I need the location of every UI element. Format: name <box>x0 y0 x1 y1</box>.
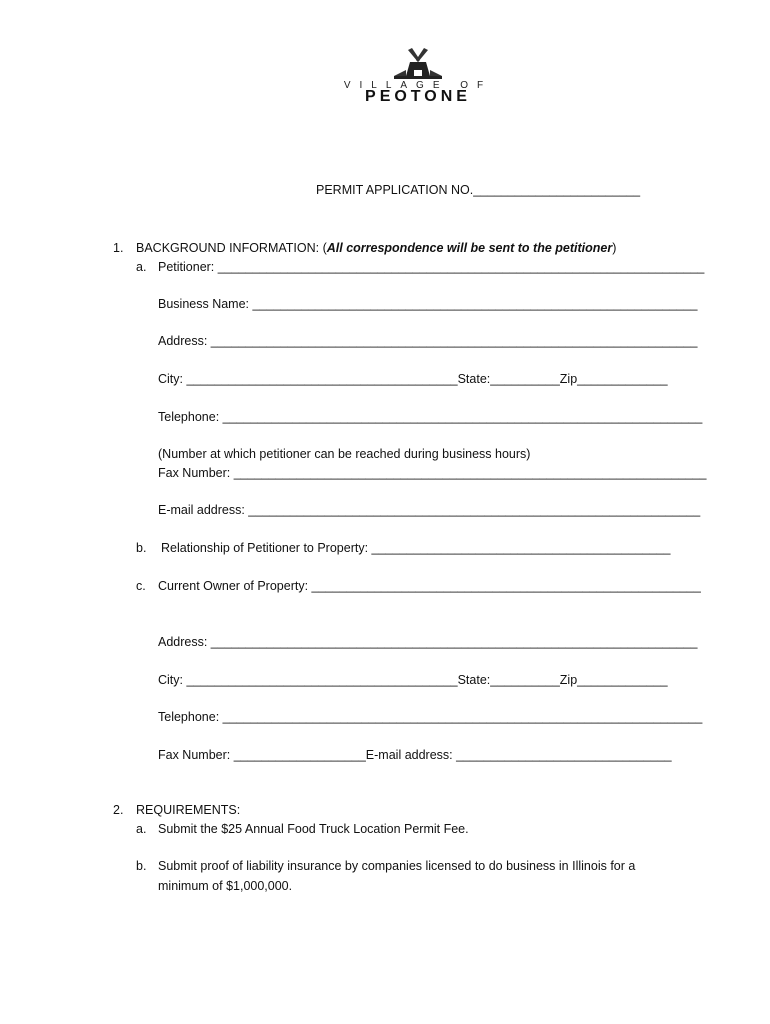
fax-field[interactable]: Fax Number: ____________________________________________________________________ <box>158 466 707 480</box>
owner-address-field[interactable]: Address: ______________________________________________________________________ <box>158 635 698 649</box>
telephone-field[interactable]: Telephone: _____________________________________________________________________ <box>158 410 703 424</box>
logo-main-text: PEOTONE <box>365 88 471 105</box>
logo-top-text: VILLAGE OF <box>343 80 493 91</box>
section-heading-italic: All correspondence will be sent to the petitioner <box>326 241 613 255</box>
email-field[interactable]: E-mail address: _________________________________________________________________ <box>158 503 701 517</box>
telephone-note: (Number at which petitioner can be reached during business hours) <box>158 447 531 461</box>
requirement-insurance-line1: Submit proof of liability insurance by companies licensed to do business in Illinois for a <box>158 859 636 873</box>
section-number: 1. <box>113 241 124 255</box>
item-marker: b. <box>136 859 147 873</box>
item-marker: a. <box>136 822 147 836</box>
section-heading <box>136 241 616 255</box>
page-title: PERMIT APPLICATION NO.________________________ <box>316 183 641 197</box>
relationship-field[interactable]: Relationship of Petitioner to Property: ___________________________________________ <box>161 541 671 555</box>
village-logo <box>342 48 494 104</box>
requirements-heading: REQUIREMENTS: <box>136 803 241 817</box>
section-heading-text: BACKGROUND INFORMATION: ( <box>136 241 327 255</box>
section-heading-close: ) <box>612 241 617 255</box>
owner-city-state-zip-field[interactable]: City: _______________________________________State:__________Zip_____________ <box>158 673 668 687</box>
windmill-icon <box>342 48 494 82</box>
section-number: 2. <box>113 803 124 817</box>
item-marker: c. <box>136 579 146 593</box>
item-marker: b. <box>136 541 147 555</box>
requirement-fee: Submit the $25 Annual Food Truck Location Permit Fee. <box>158 822 469 836</box>
business-name-field[interactable]: Business Name: ________________________________________________________________ <box>158 297 698 311</box>
petitioner-field[interactable]: Petitioner: ______________________________________________________________________ <box>158 260 705 274</box>
item-marker: a. <box>136 260 147 274</box>
owner-telephone-field[interactable]: Telephone: _____________________________________________________________________ <box>158 710 703 724</box>
owner-fax-email-field[interactable]: Fax Number: ___________________E-mail address: _______________________________ <box>158 748 672 762</box>
city-state-zip-field[interactable]: City: _______________________________________State:__________Zip_____________ <box>158 372 668 386</box>
address-field[interactable]: Address: ______________________________________________________________________ <box>158 334 698 348</box>
requirement-insurance-line2: minimum of $1,000,000. <box>158 879 293 893</box>
owner-field[interactable]: Current Owner of Property: ________________________________________________________ <box>158 579 701 593</box>
